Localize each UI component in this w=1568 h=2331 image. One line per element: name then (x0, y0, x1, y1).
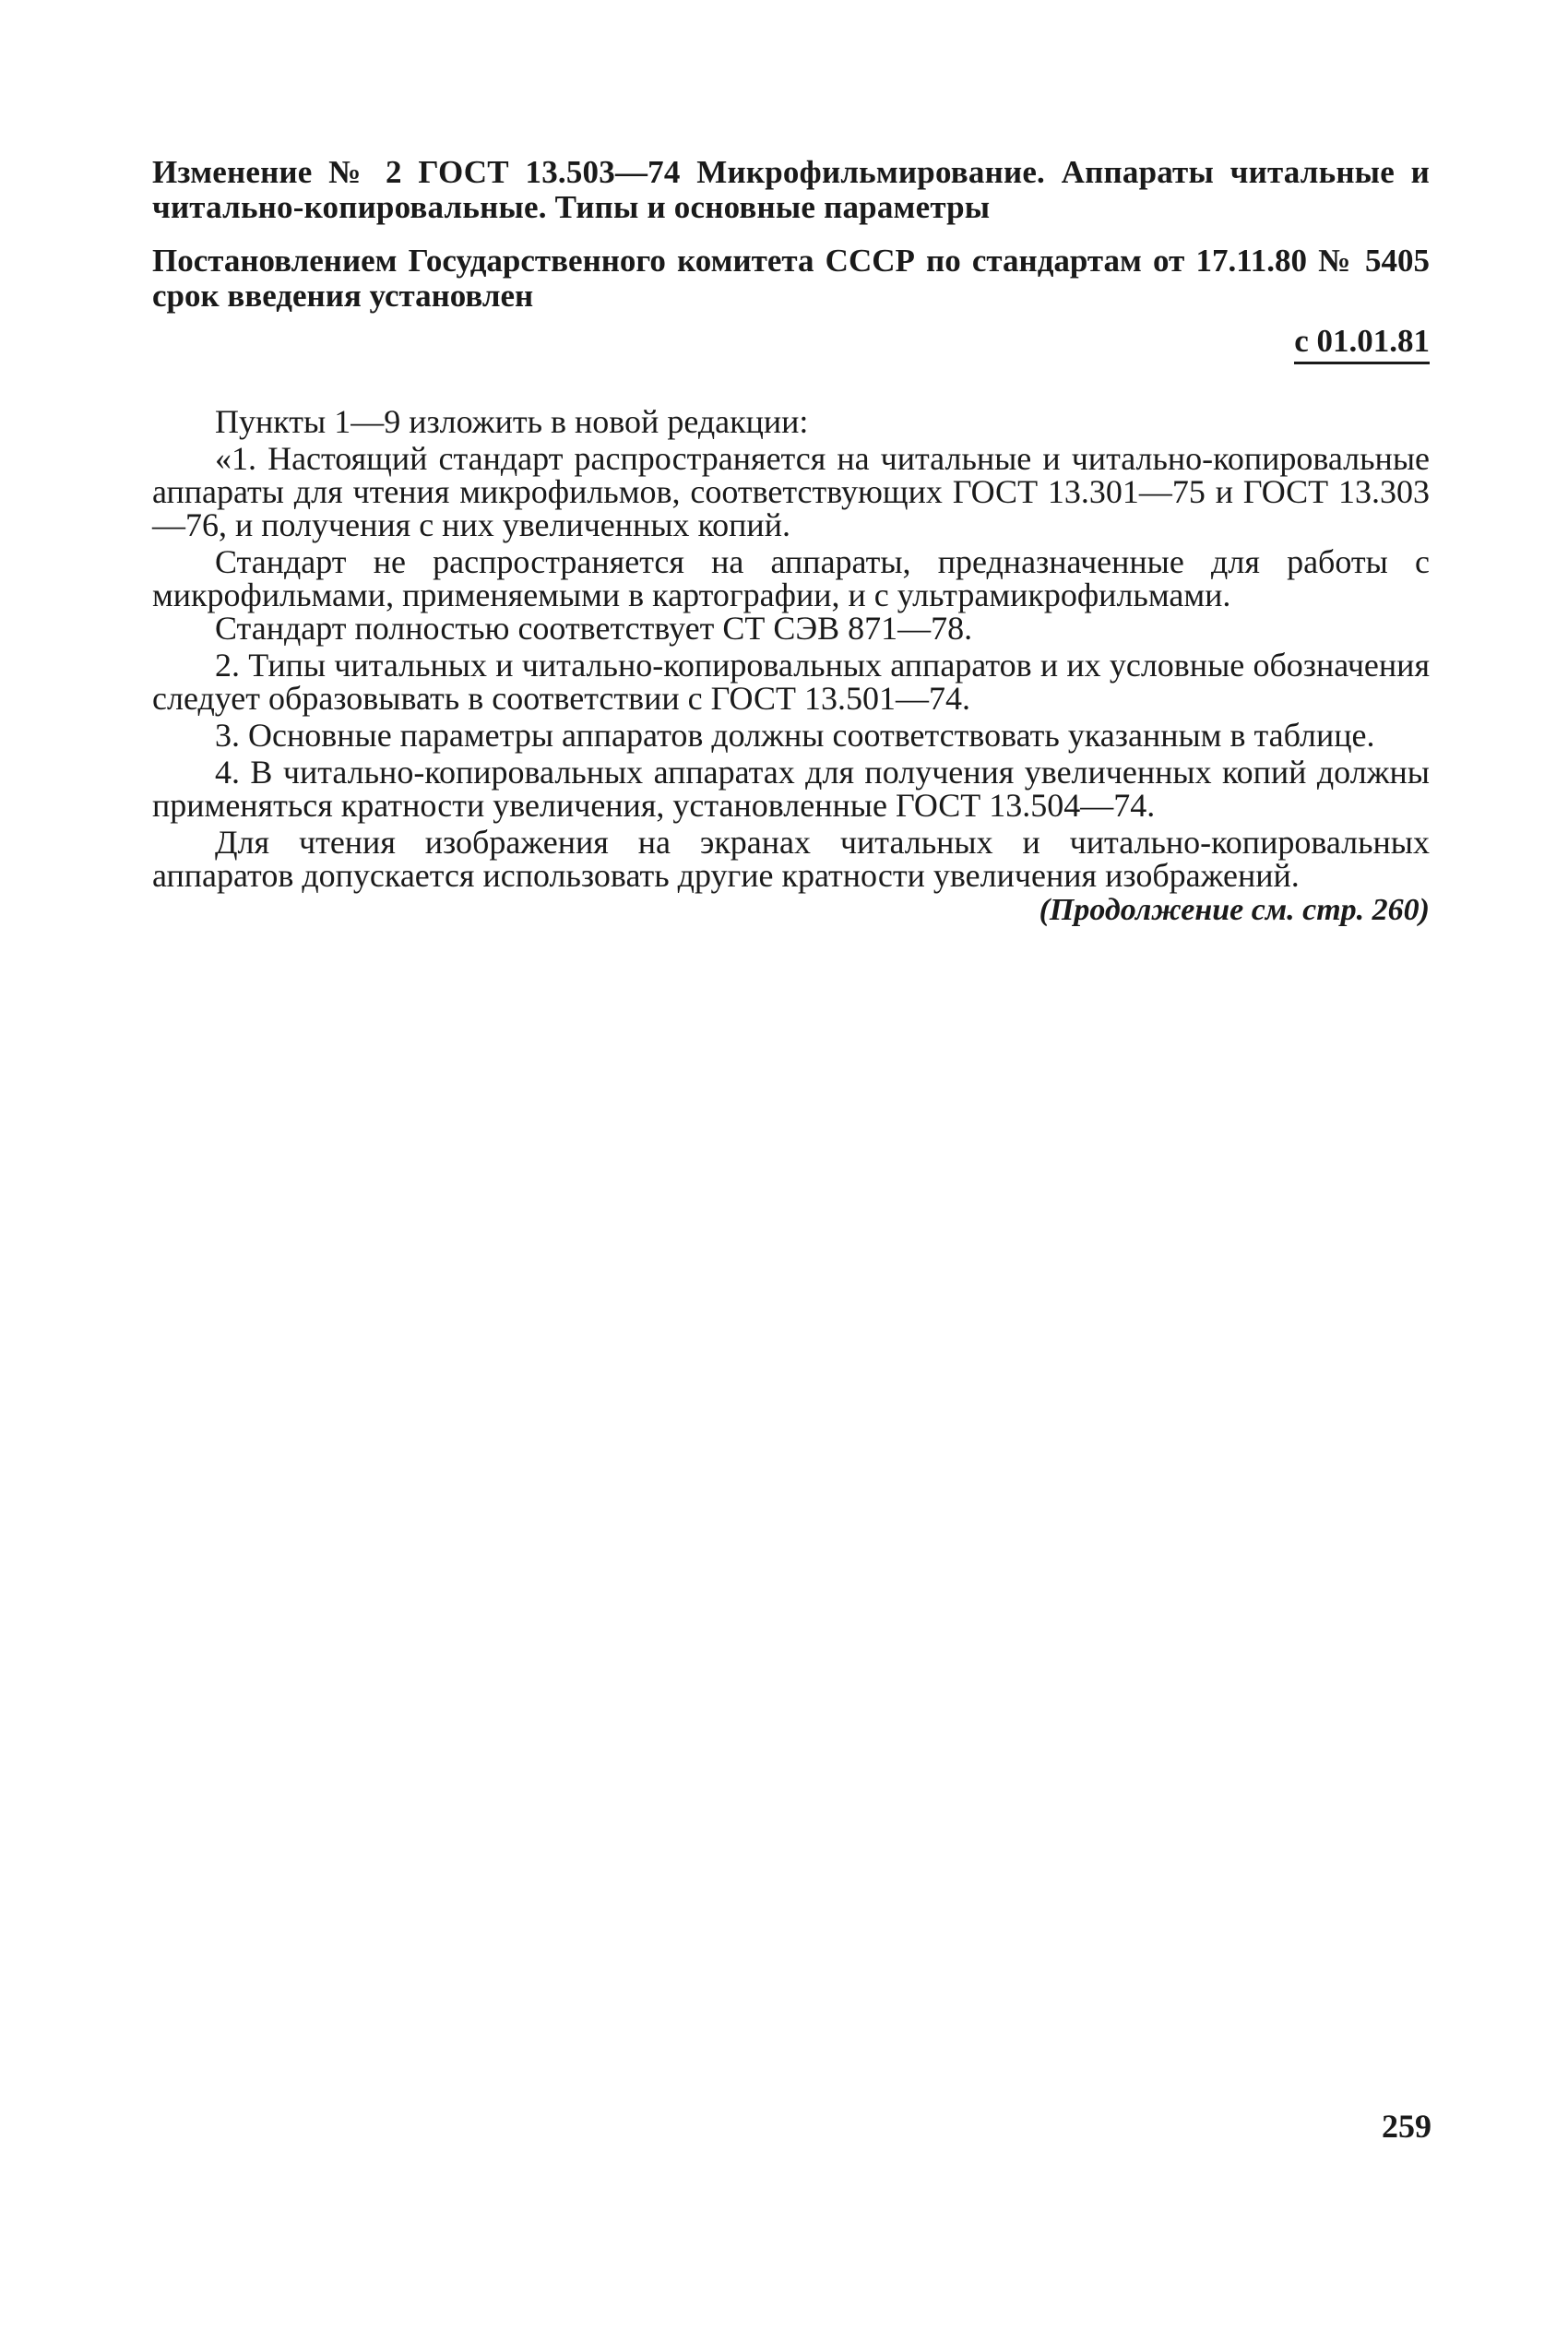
paragraph-clause-2: 2. Типы читальных и читально-копировальных аппаратов и их условные обозначения следует образовывать в соответствии с ГОСТ 13.501—74. (152, 647, 1430, 717)
decree-statement: Постановлением Государственного комитета СССР по стандартам от 17.11.80 № 5405 срок введения установлен (152, 243, 1430, 314)
continuation-note: (Продолжение см. стр. 260) (1039, 893, 1430, 927)
paragraph-reading-note: Для чтения изображения на экранах читальных и читально-копировальных аппаратов допускается использовать другие кратности увеличения изображений. (152, 824, 1430, 894)
paragraph-clause-3: 3. Основные параметры аппаратов должны соответствовать указанным в таблице. (215, 717, 1375, 754)
paragraph-compliance: Стандарт полностью соответствует СТ СЭВ 871—78. (215, 610, 973, 647)
paragraph-scope-exclusion: Стандарт не распространяется на аппараты, предназначенные для работы с микрофильмами, применяемыми в картографии, и с ультрамикрофильмами. (152, 543, 1430, 613)
amendment-body (152, 405, 1430, 892)
amendment-title: Изменение № 2 ГОСТ 13.503—74 Микрофильмирование. Аппараты читальные и читально-копировальные. Типы и основные параметры (152, 154, 1430, 225)
paragraph-clause-1: «1. Настоящий стандарт распространяется на читальные и читально-копировальные аппараты для чтения микрофильмов, соответствующих ГОСТ 13.301—75 и ГОСТ 13.303—76, и получения с них увеличенных копий. (152, 440, 1430, 543)
page-number: 259 (1382, 2108, 1431, 2145)
effective-date: с 01.01.81 (1294, 323, 1430, 364)
paragraph-clause-4: 4. В читально-копировальных аппаратах для получения увеличенных копий должны применяться кратности увеличения, установленные ГОСТ 13.504—74. (152, 754, 1430, 824)
paragraph-intro: Пункты 1—9 изложить в новой редакции: (215, 403, 809, 440)
document-content (152, 155, 1430, 929)
effective-date-row (152, 323, 1430, 364)
